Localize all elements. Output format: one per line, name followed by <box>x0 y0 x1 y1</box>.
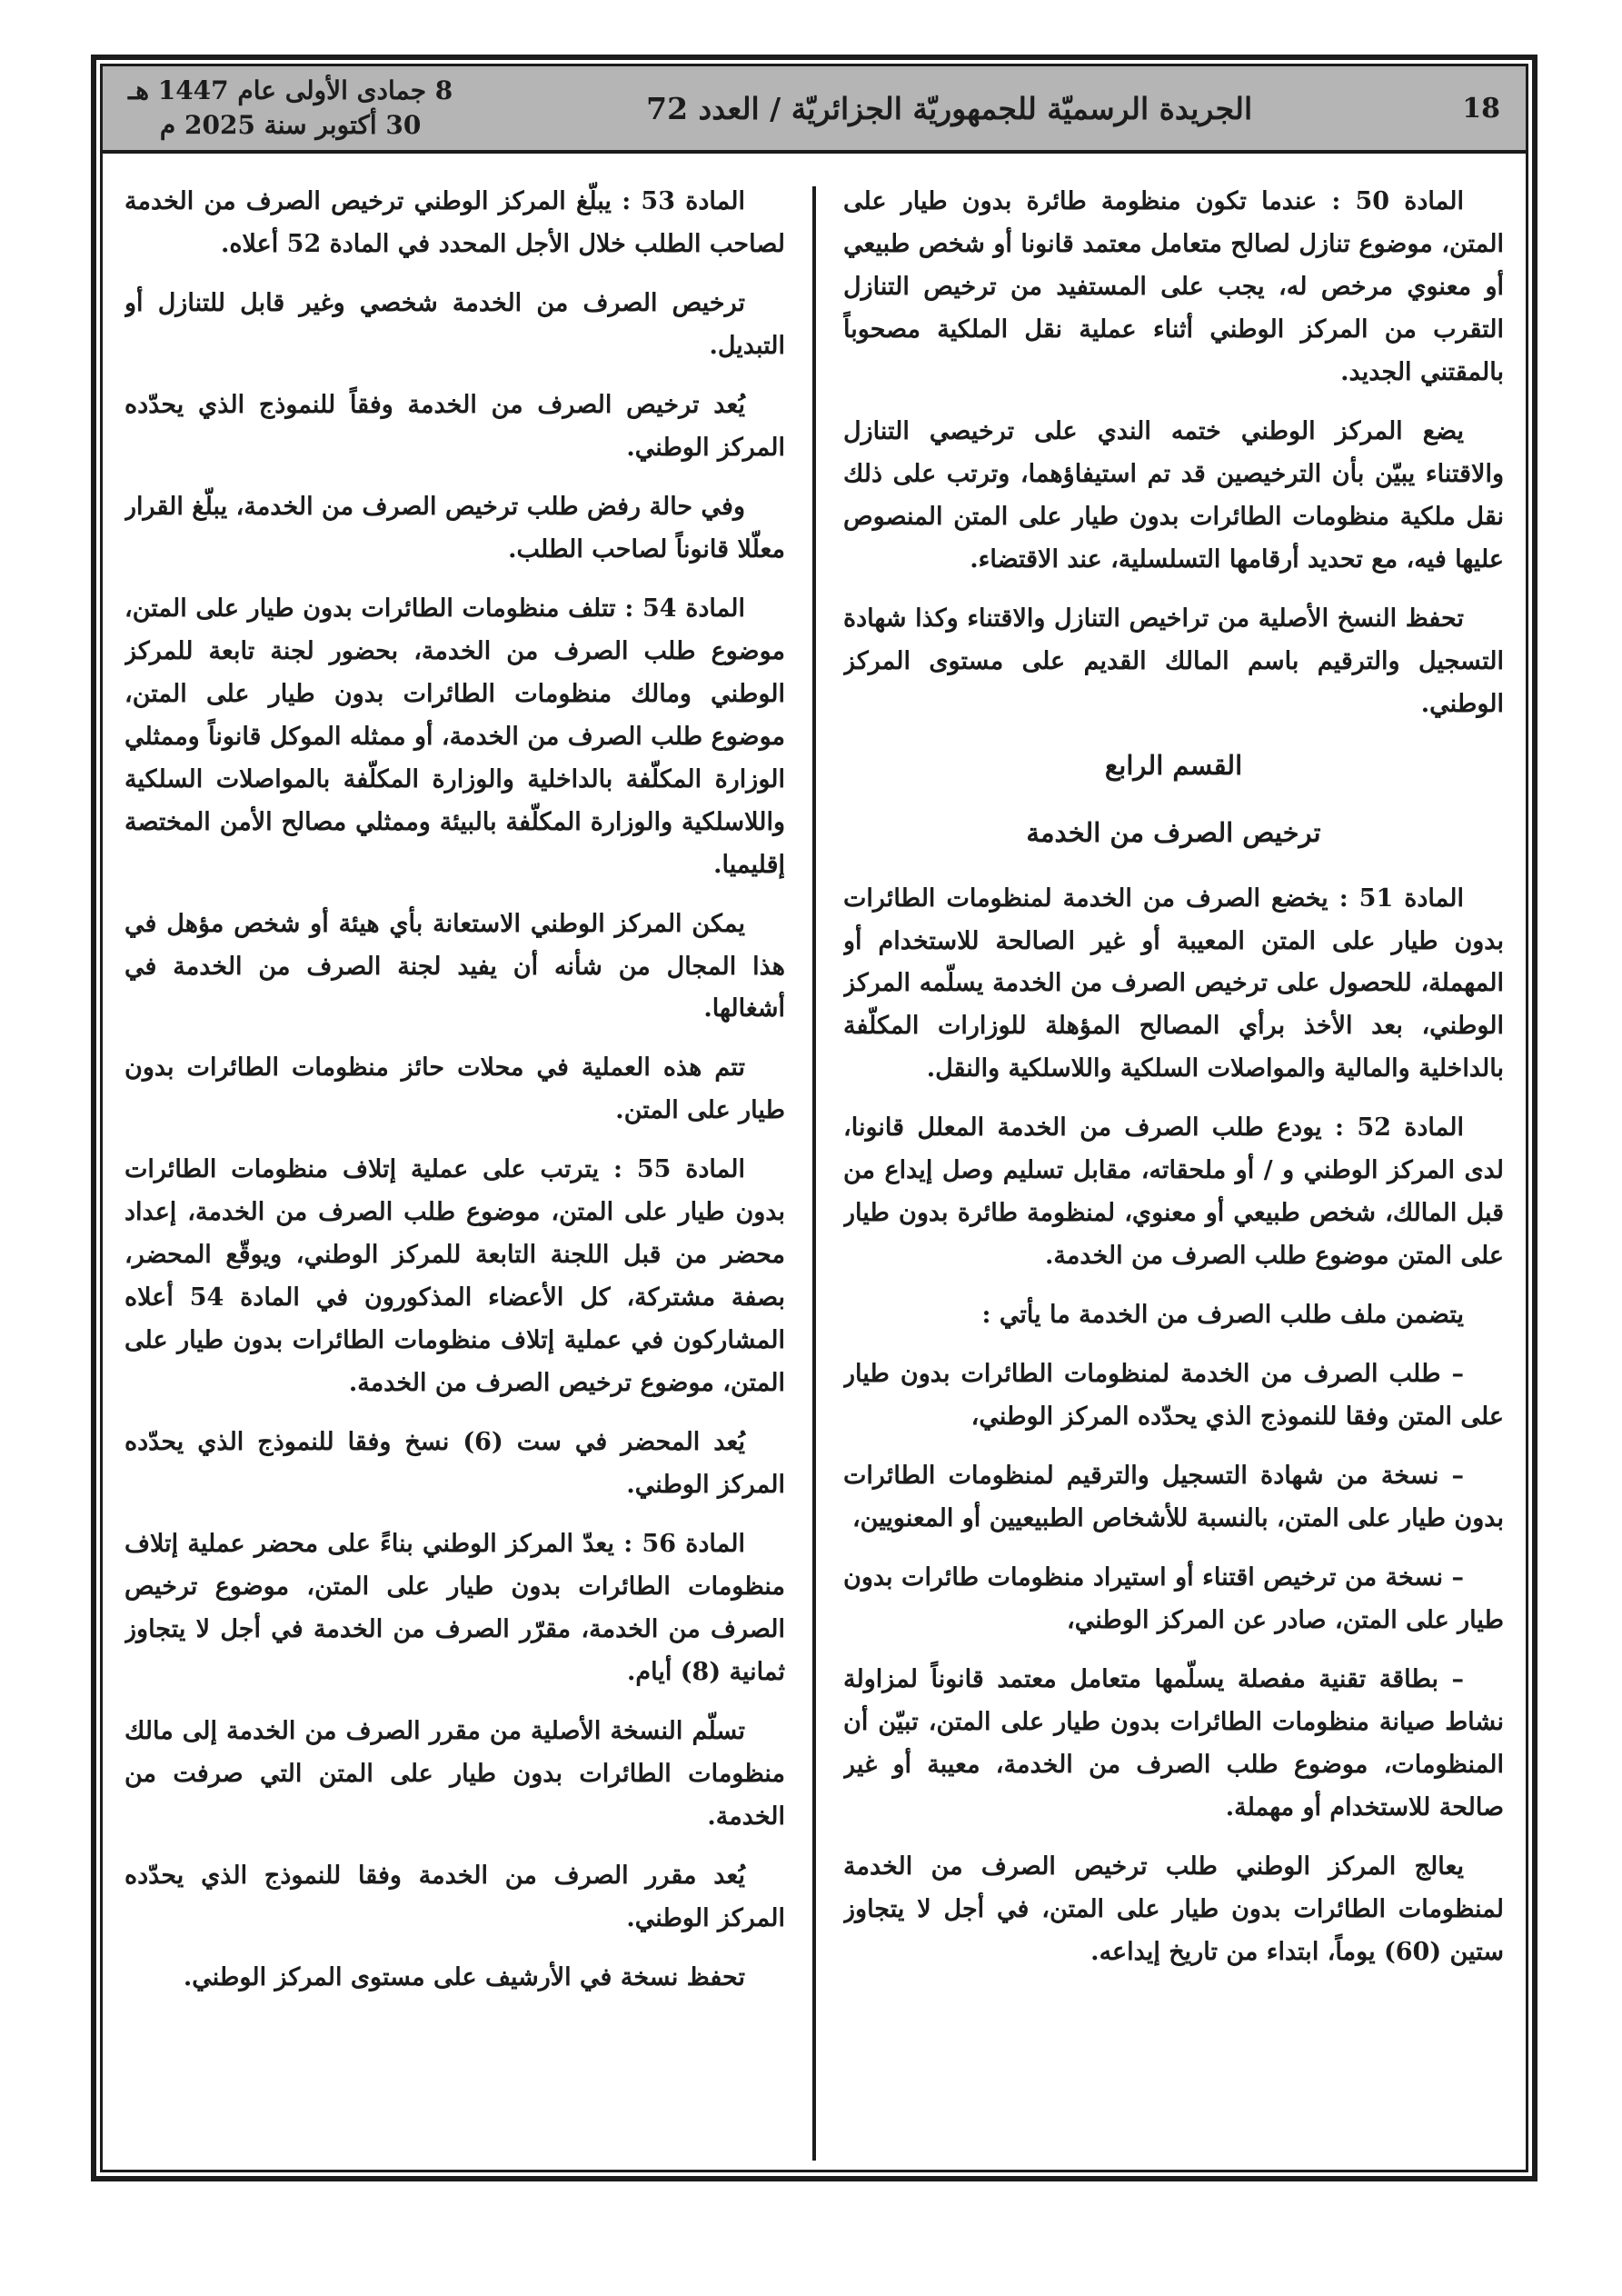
page-header-band <box>103 66 1526 154</box>
article-number: المادة 52 : <box>1321 1113 1464 1143</box>
article-paragraph: المادة 54 : تتلف منظومات الطائرات بدون طيار على المتن، موضوع طلب الصرف من الخدمة، بحضور لجنة تابعة للمركز الوطني ومالك منظومات الطائرات بدون طيار على المتن، موضوع طلب الصرف من الخدمة، أو ممثله الموكل قانوناً وممثلي الوزارة المكلّفة بالداخلية والوزارة المكلّفة بالمواصلات السلكية واللاسلكية والوزارة المكلّفة بالبيئة وممثلي مصالح الأمن المختصة إقليميا. <box>124 594 785 879</box>
paragraph: تحفظ نسخة في الأرشيف على مستوى المركز الوطني. <box>183 1962 745 1992</box>
paragraph: يُعد المحضر في ست (6) نسخ وفقا للنموذج الذي يحدّده المركز الوطني. <box>124 1428 785 1500</box>
column-divider <box>812 186 816 2161</box>
page-frame <box>91 55 1537 2181</box>
article-paragraph: المادة 53 : يبلّغ المركز الوطني ترخيص الصرف من الخدمة لصاحب الطلب خلال الأجل المحدد في المادة 52 أعلاه. <box>124 187 785 258</box>
paragraph: يمكن المركز الوطني الاستعانة بأي هيئة أو شخص مؤهل في هذا المجال من شأنه أن يفيد لجنة الصرف من الخدمة في أشغالها. <box>124 909 785 1023</box>
paragraph: – بطاقة تقنية مفصلة يسلّمها متعامل معتمد قانوناً لمزاولة نشاط صيانة منظومات الطائرات بدون طيار على المتن، تبيّن أن المنظومات، موضوع طلب الصرف من الخدمة، معيبة أو غير صالحة للاستخدام أو مهملة. <box>843 1665 1504 1822</box>
paragraph: ترخيص الصرف من الخدمة شخصي وغير قابل للتنازل أو التبديل. <box>124 288 785 360</box>
gazette-title: الجريدة الرسميّة للجمهوريّة الجزائريّة / العدد 72 <box>646 90 1253 126</box>
paragraph: – نسخة من شهادة التسجيل والترقيم لمنظومات الطائرات بدون طيار على المتن، بالنسبة للأشخاص الطبيعيين أو المعنويين، <box>843 1462 1504 1533</box>
section-heading: ترخيص الصرف من الخدمة <box>1026 817 1321 849</box>
issue-dates <box>128 74 453 143</box>
paragraph: يضع المركز الوطني ختمه الندي على ترخيصي التنازل والاقتناء يبيّن بأن الترخيصين قد تم استيفاؤهما، وترتب على ذلك نقل ملكية منظومات الطائرات بدون طيار على المتن المنصوص عليها فيه، مع تحديد أرقامها التسلسلية، عند الاقتضاء. <box>843 416 1504 574</box>
paragraph: وفي حالة رفض طلب ترخيص الصرف من الخدمة، يبلّغ القرار معلّلا قانوناً لصاحب الطلب. <box>124 492 785 564</box>
article-number: المادة 53 : <box>611 187 745 215</box>
page-number: 18 <box>1462 92 1500 125</box>
article-number: المادة 54 : <box>615 594 745 623</box>
article-paragraph: المادة 50 : عندما تكون منظومة طائرة بدون طيار على المتن، موضوع تنازل لصالح متعامل معتمد قانونا أو شخص طبيعي أو معنوي مرخص له، يجب على المستفيد من ترخيص التنازل التقرب من المركز الوطني أثناء عملية نقل الملكية مصحوباً بالمقتني الجديد. <box>843 187 1504 386</box>
article-paragraph: المادة 51 : يخضع الصرف من الخدمة لمنظومات الطائرات بدون طيار على المتن المعيبة أو غير الصالحة للاستخدام أو المهملة، للحصول على ترخيص الصرف من الخدمة يسلّمه المركز الوطني، بعد الأخذ برأي المصالح المؤهلة للوزارات المكلّفة بالداخلية والمالية والمواصلات السلكية واللاسلكية والنقل. <box>843 883 1504 1083</box>
article-number: المادة 56 : <box>613 1530 745 1559</box>
article-number: المادة 55 : <box>599 1155 745 1184</box>
paragraph: تتم هذه العملية في محلات حائز منظومات الطائرات بدون طيار على المتن. <box>124 1053 785 1125</box>
paragraph: يعالج المركز الوطني طلب ترخيص الصرف من الخدمة لمنظومات الطائرات بدون طيار على المتن، في أجل لا يتجاوز ستين (60) يوماً، ابتداء من تاريخ إيداعه. <box>843 1852 1504 1966</box>
paragraph: تسلّم النسخة الأصلية من مقرر الصرف من الخدمة إلى مالك منظومات الطائرات بدون طيار على المتن التي صرفت من الخدمة. <box>124 1717 785 1831</box>
paragraph: – طلب الصرف من الخدمة لمنظومات الطائرات بدون طيار على المتن وفقا للنموذج الذي يحدّده المركز الوطني، <box>843 1360 1504 1432</box>
date-gregorian: 30 أكتوبر سنة 2025 م <box>159 110 422 140</box>
article-paragraph: المادة 56 : يعدّ المركز الوطني بناءً على محضر عملية إتلاف منظومات الطائرات بدون طيار على المتن، موضوع ترخيص الصرف من الخدمة، مقرّر الصرف من الخدمة في أجل لا يتجاوز ثمانية (8) أيام. <box>124 1530 785 1687</box>
paragraph: يُعد ترخيص الصرف من الخدمة وفقاً للنموذج الذي يحدّده المركز الوطني. <box>124 390 785 462</box>
paragraph: يُعد مقرر الصرف من الخدمة وفقا للنموذج الذي يحدّده المركز الوطني. <box>124 1861 785 1932</box>
column-right <box>843 181 1504 2164</box>
article-paragraph: المادة 55 : يترتب على عملية إتلاف منظومات الطائرات بدون طيار على المتن، موضوع طلب الصرف من الخدمة، إعداد محضر من قبل اللجنة التابعة للمركز الوطني، ويوقّع المحضر، بصفة مشتركة، كل الأعضاء المذكورون في المادة 54 أعلاه المشاركون في عملية إتلاف منظومات الطائرات بدون طيار على المتن، موضوع ترخيص الصرف من الخدمة. <box>124 1155 785 1398</box>
article-number: المادة 50 : <box>1317 187 1464 215</box>
page-frame-inner <box>100 64 1528 2172</box>
paragraph: تحفظ النسخ الأصلية من تراخيص التنازل والاقتناء وكذا شهادة التسجيل والترقيم باسم المالك القديم على مستوى المركز الوطني. <box>843 604 1504 718</box>
section-heading: القسم الرابع <box>1104 749 1243 781</box>
column-left <box>124 181 785 2164</box>
paragraph: – نسخة من ترخيص اقتناء أو استيراد منظومات طائرات بدون طيار على المتن، صادر عن المركز الوطني، <box>843 1563 1504 1635</box>
article-number: المادة 51 : <box>1328 883 1464 913</box>
date-hijri: 8 جمادى الأولى عام 1447 هـ <box>128 75 453 106</box>
paragraph: يتضمن ملف طلب الصرف من الخدمة ما يأتي : <box>981 1301 1464 1330</box>
article-paragraph: المادة 52 : يودع طلب الصرف من الخدمة المعلل قانونا، لدى المركز الوطني و / أو ملحقاته، مقابل تسليم وصل إيداع من قبل المالك، شخص طبيعي أو معنوي، لمنظومة طائرة بدون طيار على المتن موضوع طلب الصرف من الخدمة. <box>843 1113 1504 1271</box>
page-body <box>103 154 1526 2170</box>
